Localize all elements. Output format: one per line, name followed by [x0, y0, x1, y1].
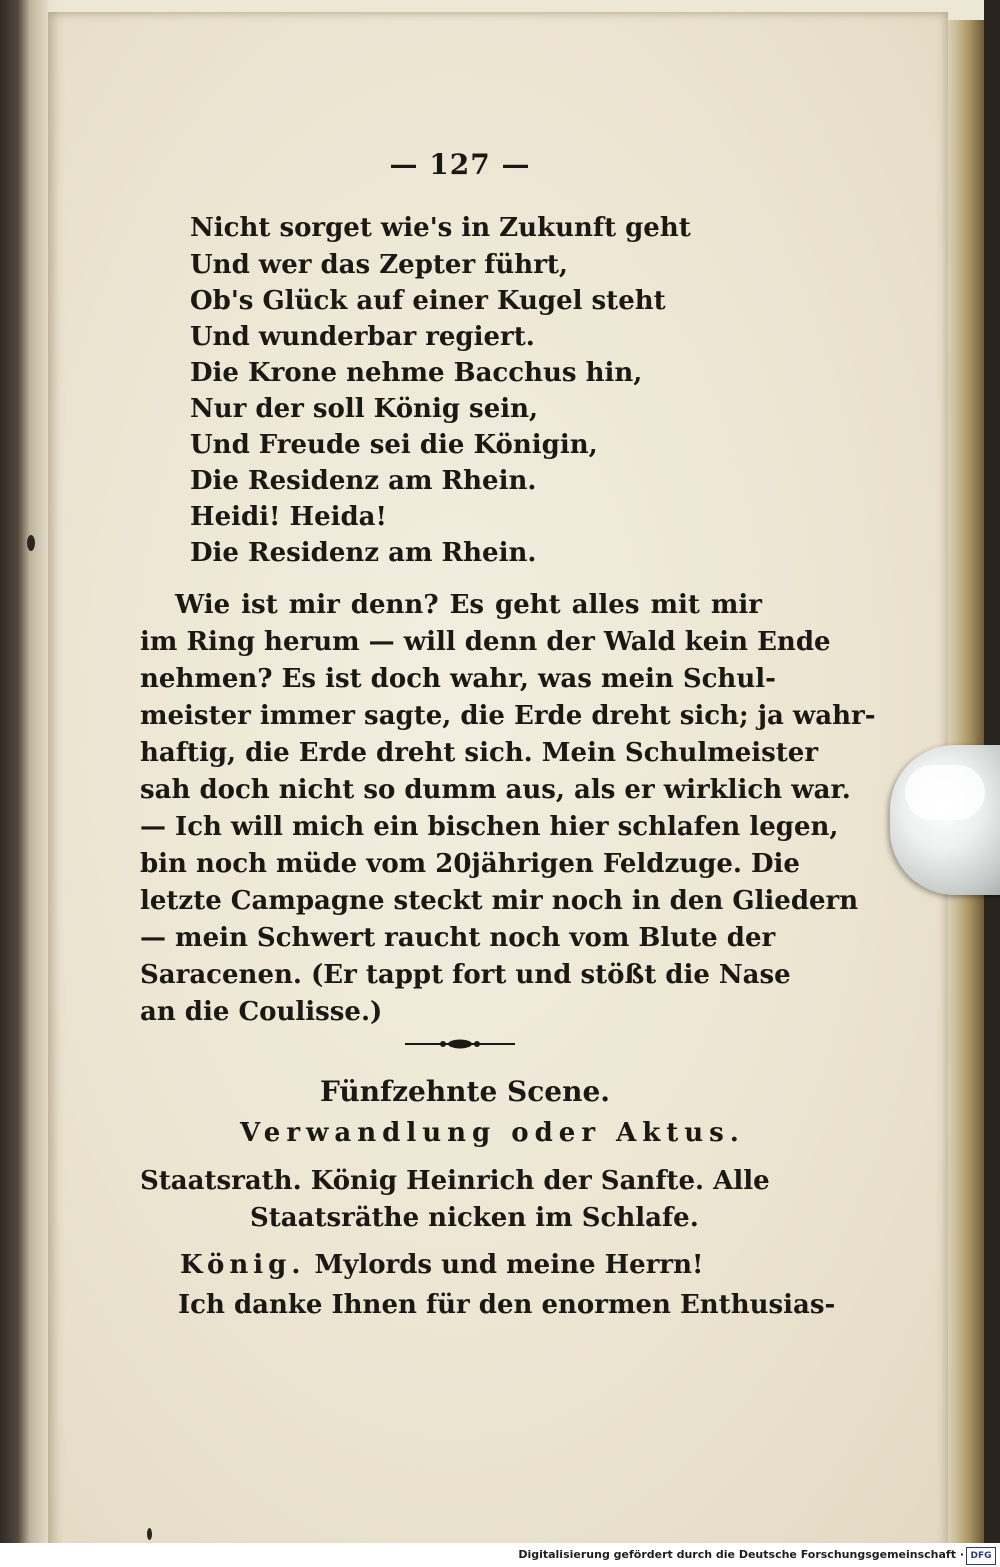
- prose-line: sah doch nicht so dumm aus, als er wirklich war.: [140, 775, 851, 805]
- prose-line: haftig, die Erde dreht sich. Mein Schulmeister: [140, 738, 819, 768]
- verse-line: Die Residenz am Rhein.: [190, 538, 537, 568]
- dfg-logo: DFG: [966, 1547, 996, 1565]
- verse-line: Ob's Glück auf einer Kugel steht: [190, 286, 666, 316]
- prose-line: letzte Campagne steckt mir noch in den Gliedern: [140, 886, 859, 916]
- speech-text: Mylords und meine Herrn!: [305, 1250, 704, 1280]
- prose-line: bin noch müde vom 20jährigen Feldzuge. Die: [140, 849, 800, 879]
- ink-spot: [27, 535, 35, 551]
- funding-text: Digitalisierung gefördert durch die Deutsche Forschungsgemeinschaft: [518, 1548, 956, 1561]
- verse-line: Und wer das Zepter führt,: [190, 250, 568, 280]
- speech-line: [180, 1250, 703, 1280]
- speech-line: Ich danke Ihnen für den enormen Enthusias-: [178, 1290, 836, 1320]
- ornament-divider: [405, 1038, 515, 1050]
- verse-line: Heidi! Heida!: [190, 502, 387, 532]
- prose-line: im Ring herum — will denn der Wald kein Ende: [140, 627, 831, 657]
- glass-highlight: [905, 765, 985, 820]
- verse-line: Nicht sorget wie's in Zukunft geht: [190, 213, 691, 243]
- verse-line: Die Residenz am Rhein.: [190, 466, 537, 496]
- prose-line: Wie ist mir denn? Es geht alles mit mir: [175, 590, 762, 620]
- speaker-name: König.: [180, 1250, 306, 1280]
- verse-line: Und wunderbar regiert.: [190, 322, 535, 352]
- prose-line: — mein Schwert raucht noch vom Blute der: [140, 923, 776, 953]
- verse-line: Die Krone nehme Bacchus hin,: [190, 358, 643, 388]
- stage-direction: Staatsrath. König Heinrich der Sanfte. Alle: [140, 1166, 770, 1196]
- funding-footer: Digitalisierung gefördert durch die Deutsche Forschungsgemeinschaft ·: [0, 1543, 1000, 1567]
- page-number: — 127 —: [389, 148, 531, 181]
- prose-line: — Ich will mich ein bischen hier schlafen legen,: [140, 812, 839, 842]
- previous-page-edge: [0, 0, 48, 1567]
- scene-heading: Fünfzehnte Scene.: [319, 1075, 611, 1108]
- transformation-heading: Verwandlung oder Aktus.: [240, 1118, 745, 1148]
- prose-line: meister immer sagte, die Erde dreht sich; ja wahr-: [140, 701, 876, 731]
- verse-line: Nur der soll König sein,: [190, 394, 539, 424]
- verse-line: Und Freude sei die Königin,: [190, 430, 598, 460]
- stage-direction: Staatsräthe nicken im Schlafe.: [250, 1203, 699, 1233]
- prose-line: nehmen? Es ist doch wahr, was mein Schul-: [140, 664, 776, 694]
- prose-line: Saracenen. (Er tappt fort und stößt die Nase: [140, 960, 791, 990]
- prose-line: an die Coulisse.): [140, 997, 383, 1027]
- ink-spot: [147, 1528, 152, 1540]
